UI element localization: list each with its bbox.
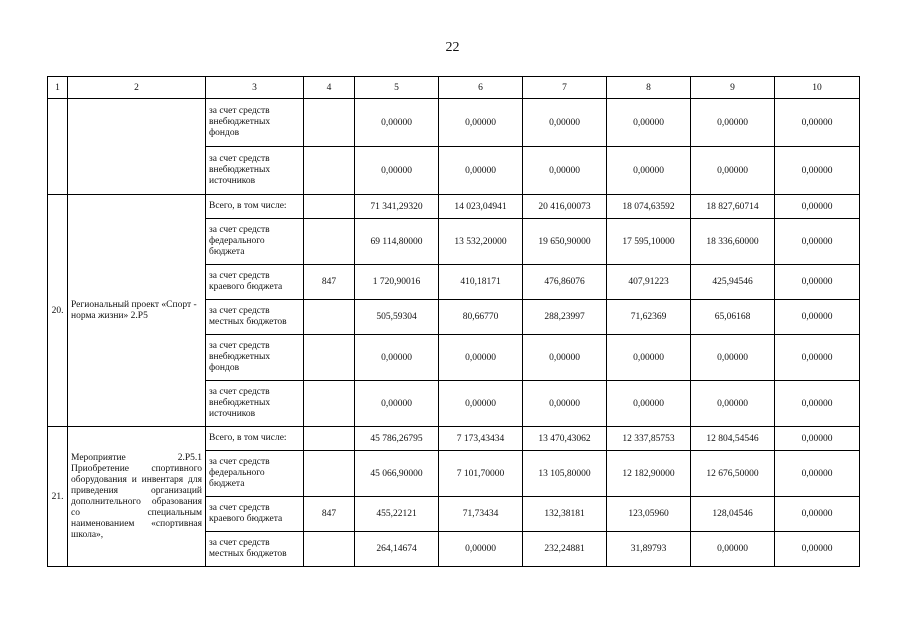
value-cell: 71,73434 [439, 497, 523, 532]
code-cell [304, 381, 355, 427]
value-cell: 18 336,60000 [691, 219, 775, 265]
header-cell: 6 [439, 77, 523, 99]
project-cell [68, 99, 206, 195]
value-cell: 12 337,85753 [607, 427, 691, 451]
value-cell: 19 650,90000 [523, 219, 607, 265]
value-cell: 0,00000 [355, 381, 439, 427]
value-cell: 0,00000 [775, 300, 860, 335]
value-cell: 0,00000 [439, 335, 523, 381]
value-cell: 80,66770 [439, 300, 523, 335]
value-cell: 0,00000 [523, 147, 607, 195]
value-cell: 45 066,90000 [355, 451, 439, 497]
value-cell: 0,00000 [691, 335, 775, 381]
value-cell: 12 676,50000 [691, 451, 775, 497]
value-cell: 0,00000 [439, 99, 523, 147]
value-cell: 7 101,70000 [439, 451, 523, 497]
value-cell: 455,22121 [355, 497, 439, 532]
value-cell: 13 105,80000 [523, 451, 607, 497]
code-cell [304, 195, 355, 219]
value-cell: 65,06168 [691, 300, 775, 335]
value-cell: 0,00000 [607, 99, 691, 147]
code-cell [304, 219, 355, 265]
value-cell: 0,00000 [775, 381, 860, 427]
value-cell: 0,00000 [439, 147, 523, 195]
header-cell: 1 [48, 77, 68, 99]
code-cell: 847 [304, 497, 355, 532]
value-cell: 410,18171 [439, 265, 523, 300]
value-cell: 0,00000 [775, 497, 860, 532]
code-cell [304, 300, 355, 335]
value-cell: 0,00000 [691, 381, 775, 427]
source-cell: за счет средств внебюджетных фондов [206, 335, 304, 381]
value-cell: 0,00000 [523, 99, 607, 147]
source-cell: за счет средств федерального бюджета [206, 219, 304, 265]
value-cell: 132,38181 [523, 497, 607, 532]
code-cell: 847 [304, 265, 355, 300]
value-cell: 0,00000 [355, 147, 439, 195]
value-cell: 18 074,63592 [607, 195, 691, 219]
project-cell: Региональный проект «Спорт - норма жизни» 2.Р5 [68, 195, 206, 427]
value-cell: 12 804,54546 [691, 427, 775, 451]
table-row [48, 99, 860, 147]
source-cell: за счет средств краевого бюджета [206, 265, 304, 300]
value-cell: 18 827,60714 [691, 195, 775, 219]
value-cell: 20 416,00073 [523, 195, 607, 219]
source-cell: Всего, в том числе: [206, 427, 304, 451]
value-cell: 0,00000 [691, 99, 775, 147]
table-row [48, 195, 860, 219]
source-cell: Всего, в том числе: [206, 195, 304, 219]
header-cell: 7 [523, 77, 607, 99]
value-cell: 0,00000 [691, 532, 775, 567]
value-cell: 0,00000 [775, 427, 860, 451]
table-row [48, 427, 860, 451]
budget-table [47, 76, 860, 567]
value-cell: 0,00000 [607, 381, 691, 427]
value-cell: 476,86076 [523, 265, 607, 300]
code-cell [304, 451, 355, 497]
value-cell: 232,24881 [523, 532, 607, 567]
code-cell [304, 532, 355, 567]
source-cell: за счет средств местных бюджетов [206, 300, 304, 335]
code-cell [304, 427, 355, 451]
value-cell: 31,89793 [607, 532, 691, 567]
header-cell: 2 [68, 77, 206, 99]
value-cell: 0,00000 [775, 195, 860, 219]
index-cell: 20. [48, 195, 68, 427]
value-cell: 0,00000 [523, 335, 607, 381]
header-row [48, 77, 860, 99]
code-cell [304, 147, 355, 195]
value-cell: 0,00000 [607, 147, 691, 195]
value-cell: 7 173,43434 [439, 427, 523, 451]
project-cell: Мероприятие 2.Р5.1 Приобретение спортивного оборудования и инвентаря для приведения организаций дополнительного образования со специальным наименованием «спортивная школа», [68, 427, 206, 567]
value-cell: 0,00000 [775, 265, 860, 300]
value-cell: 0,00000 [439, 532, 523, 567]
value-cell: 0,00000 [775, 147, 860, 195]
index-cell [48, 99, 68, 195]
value-cell: 0,00000 [607, 335, 691, 381]
value-cell: 71 341,29320 [355, 195, 439, 219]
code-cell [304, 99, 355, 147]
header-cell: 3 [206, 77, 304, 99]
header-cell: 10 [775, 77, 860, 99]
source-cell: за счет средств внебюджетных источников [206, 147, 304, 195]
value-cell: 45 786,26795 [355, 427, 439, 451]
value-cell: 12 182,90000 [607, 451, 691, 497]
value-cell: 0,00000 [775, 532, 860, 567]
value-cell: 0,00000 [523, 381, 607, 427]
code-cell [304, 335, 355, 381]
index-cell: 21. [48, 427, 68, 567]
value-cell: 0,00000 [355, 99, 439, 147]
value-cell: 13 532,20000 [439, 219, 523, 265]
value-cell: 71,62369 [607, 300, 691, 335]
value-cell: 0,00000 [775, 99, 860, 147]
header-cell: 5 [355, 77, 439, 99]
value-cell: 1 720,90016 [355, 265, 439, 300]
value-cell: 13 470,43062 [523, 427, 607, 451]
value-cell: 505,59304 [355, 300, 439, 335]
value-cell: 0,00000 [355, 335, 439, 381]
value-cell: 425,94546 [691, 265, 775, 300]
value-cell: 288,23997 [523, 300, 607, 335]
page-number: 22 [445, 40, 460, 55]
value-cell: 264,14674 [355, 532, 439, 567]
header-cell: 9 [691, 77, 775, 99]
value-cell: 17 595,10000 [607, 219, 691, 265]
source-cell: за счет средств внебюджетных фондов [206, 99, 304, 147]
value-cell: 0,00000 [775, 335, 860, 381]
source-cell: за счет средств местных бюджетов [206, 532, 304, 567]
source-cell: за счет средств краевого бюджета [206, 497, 304, 532]
value-cell: 407,91223 [607, 265, 691, 300]
value-cell: 0,00000 [775, 219, 860, 265]
source-cell: за счет средств внебюджетных источников [206, 381, 304, 427]
value-cell: 128,04546 [691, 497, 775, 532]
header-cell: 8 [607, 77, 691, 99]
value-cell: 123,05960 [607, 497, 691, 532]
value-cell: 0,00000 [691, 147, 775, 195]
value-cell: 14 023,04941 [439, 195, 523, 219]
value-cell: 0,00000 [775, 451, 860, 497]
value-cell: 0,00000 [439, 381, 523, 427]
value-cell: 69 114,80000 [355, 219, 439, 265]
source-cell: за счет средств федерального бюджета [206, 451, 304, 497]
header-cell: 4 [304, 77, 355, 99]
